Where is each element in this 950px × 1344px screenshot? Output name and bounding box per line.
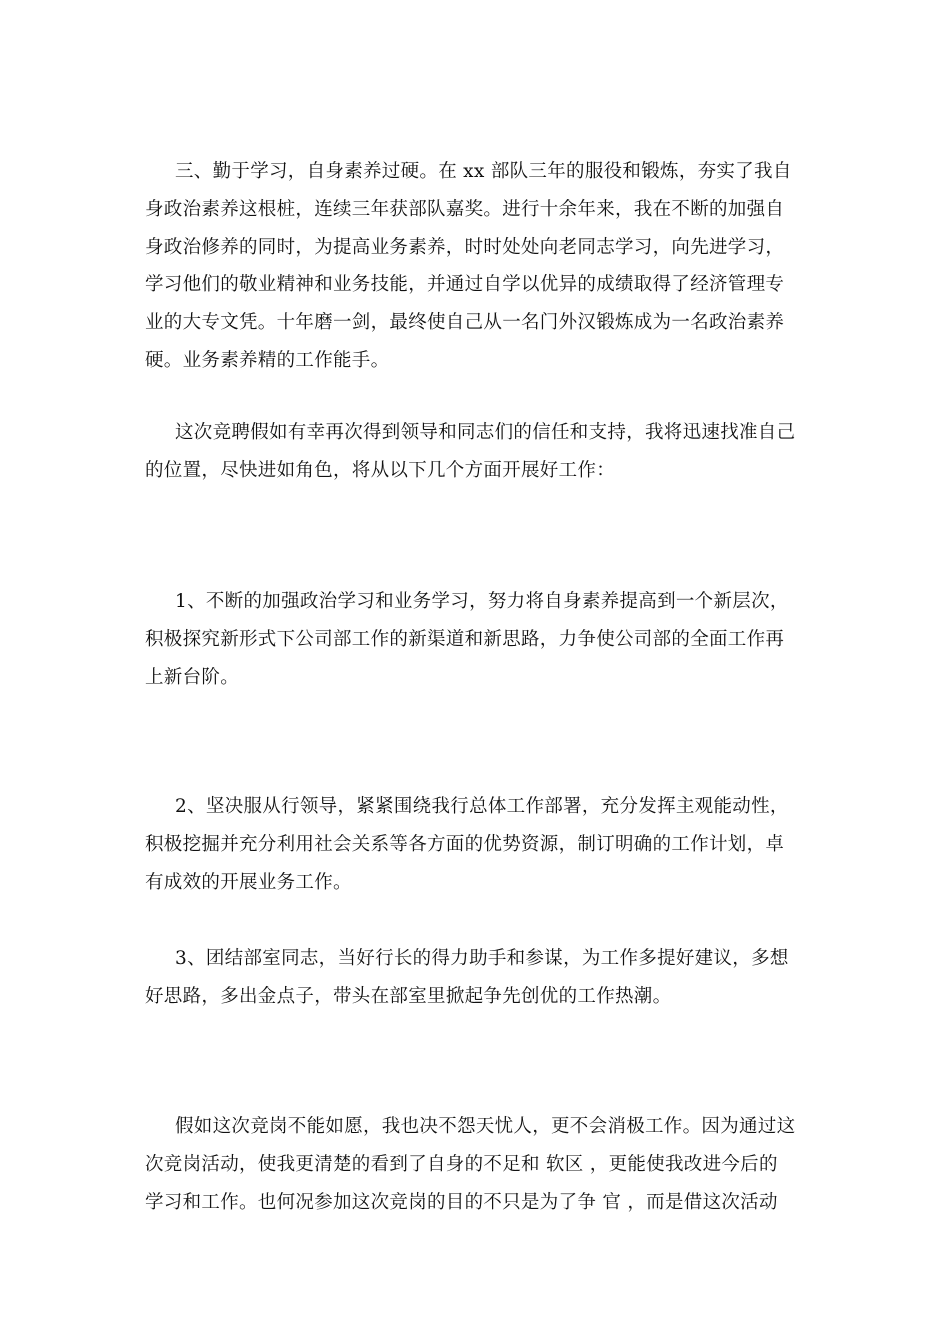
text-line: 身政治素养这根桩，连续三年获部队嘉奖。进行十余年来，我在不断的加强自 [145,198,785,220]
paragraph-item-1 [145,583,815,696]
text-line: 假如这次竞岗不能如愿，我也决不怨天忧人，更不会消极工作。因为通过这 [175,1116,796,1137]
text-line: 3、团结部室同志，当好行长的得力助手和参谋，为工作多提好建议，多想 [175,948,789,969]
text-line: 1、不断的加强政治学习和业务学习，努力将自身素养提高到一个新层次， [175,591,789,612]
text-line: 的位置，尽快进如角色，将从以下几个方面开展好工作： [145,459,616,481]
text-line: 身政治修养的同时，为提高业务素养，时时处处向老同志学习，向先进学习， [145,236,785,258]
text-line: 学习他们的敬业精神和业务技能，并通过自学以优异的成绩取得了经济管理专 [145,274,785,296]
paragraph-self-cultivation [145,153,815,380]
paragraph-item-3 [145,940,815,1016]
text-line: 学习和工作。也何况参加这次竞岗的目的不只是为了争 官 ，而是借这次活动 [145,1191,778,1213]
paragraph-if-not-selected [145,1108,815,1221]
text-line: 业的大专文凭。十年磨一剑，最终使自己从一名门外汉锻炼成为一名政治素养 [145,312,785,334]
text-line: 2、坚决服从行领导，紧紧围绕我行总体工作部署，充分发挥主观能动性， [175,796,789,817]
text-line: 硬。业务素养精的工作能手。 [145,349,390,371]
text-line: 次竞岗活动，使我更清楚的看到了自身的不足和 软区 ，更能使我改进今后的 [145,1153,778,1175]
text-line: 好思路，多出金点子，带头在部室里掀起争先创优的工作热潮。 [145,985,672,1007]
text-line: 这次竞聘假如有幸再次得到领导和同志们的信任和支持，我将迅速找准自己 [175,422,796,443]
paragraph-campaign-intro [145,414,815,490]
text-line: 有成效的开展业务工作。 [145,871,352,893]
text-line: 积极挖掘并充分利用社会关系等各方面的优势资源，制订明确的工作计划，卓 [145,833,785,855]
text-line: 上新台阶。 [145,666,240,688]
text-line: 三、勤于学习，自身素养过硬。在 xx 部队三年的服役和锻炼，夯实了我自 [175,161,792,182]
paragraph-item-2 [145,788,815,901]
text-line: 积极探究新形式下公司部工作的新渠道和新思路，力争使公司部的全面工作再 [145,628,785,650]
